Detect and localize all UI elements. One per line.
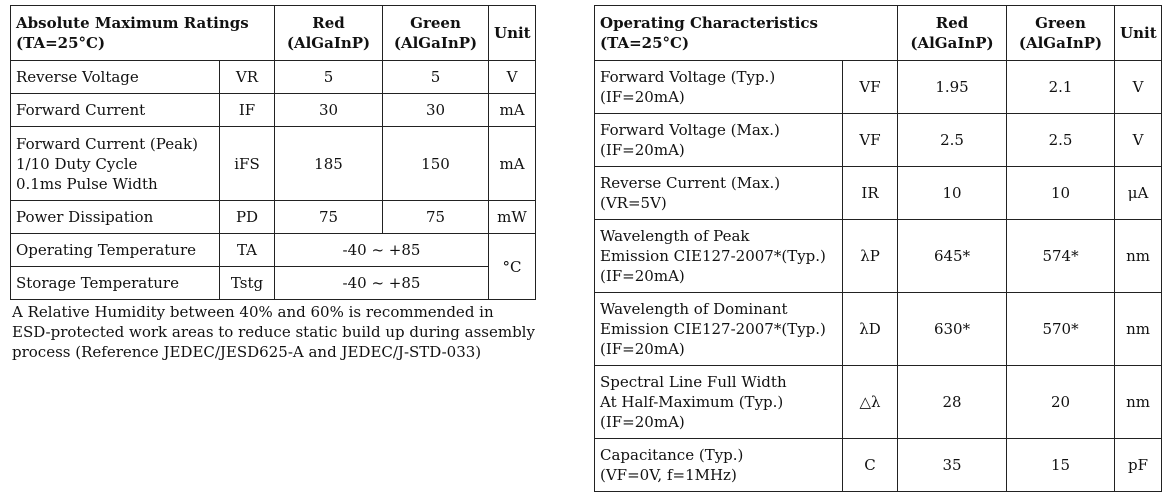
param-cell: Power Dissipation xyxy=(11,201,220,234)
green-value: 30 xyxy=(383,94,489,127)
green-value: 75 xyxy=(383,201,489,234)
param-line: 0.1ms Pulse Width xyxy=(16,174,158,193)
note-line: A Relative Humidity between 40% and 60% is recommended in xyxy=(12,303,494,321)
param-line: (IF=20mA) xyxy=(600,88,685,106)
unit-column-header: Unit xyxy=(489,6,536,61)
green-material: (AlGaInP) xyxy=(393,34,478,52)
unit-cell: mA xyxy=(489,127,536,201)
abs-title: Absolute Maximum Ratings xyxy=(16,14,249,32)
param-cell xyxy=(595,167,843,220)
param-cell xyxy=(595,114,843,167)
green-value: 570* xyxy=(1007,293,1115,366)
table-row xyxy=(11,267,536,300)
abs-title-cell xyxy=(11,6,275,61)
unit-cell: V xyxy=(1115,61,1162,114)
table-row xyxy=(11,61,536,94)
symbol-cell: λD xyxy=(843,293,898,366)
table-row xyxy=(595,167,1162,220)
red-value: 185 xyxy=(275,127,383,201)
table-row xyxy=(11,201,536,234)
red-material: (AlGaInP) xyxy=(910,34,994,52)
symbol-cell: VF xyxy=(843,61,898,114)
param-line: Reverse Current (Max.) xyxy=(600,174,781,192)
param-line: (IF=20mA) xyxy=(600,267,685,285)
green-column-header xyxy=(1007,6,1115,61)
unit-column-header: Unit xyxy=(1115,6,1162,61)
red-value: 30 xyxy=(275,94,383,127)
op-condition: (TA=25°C) xyxy=(600,34,690,52)
symbol-cell: Tstg xyxy=(220,267,275,300)
param-line: Forward Current (Peak) xyxy=(16,134,198,153)
red-column-header xyxy=(275,6,383,61)
table-row xyxy=(595,220,1162,293)
red-label: Red xyxy=(935,14,969,32)
symbol-cell: △λ xyxy=(843,366,898,439)
param-line: Emission CIE127-2007*(Typ.) xyxy=(600,247,826,265)
green-value: 574* xyxy=(1007,220,1115,293)
table-header-row xyxy=(595,6,1162,61)
unit-cell: nm xyxy=(1115,293,1162,366)
absolute-maximum-ratings-table xyxy=(10,5,536,300)
unit-cell: nm xyxy=(1115,220,1162,293)
abs-condition: (TA=25°C) xyxy=(16,34,106,52)
param-line: At Half-Maximum (Typ.) xyxy=(600,393,784,411)
red-value: 35 xyxy=(898,439,1007,492)
param-line: Spectral Line Full Width xyxy=(600,373,787,391)
param-line: Wavelength of Dominant xyxy=(600,300,788,318)
symbol-cell: iFS xyxy=(220,127,275,201)
table-header-row xyxy=(11,6,536,61)
red-material: (AlGaInP) xyxy=(286,34,371,52)
note-line: ESD-protected work areas to reduce static build up during assembly xyxy=(12,323,535,341)
red-value: 75 xyxy=(275,201,383,234)
unit-cell: μA xyxy=(1115,167,1162,220)
param-line: Capacitance (Typ.) xyxy=(600,446,744,464)
param-cell: Storage Temperature xyxy=(11,267,220,300)
param-cell: Operating Temperature xyxy=(11,234,220,267)
symbol-cell: C xyxy=(843,439,898,492)
param-cell xyxy=(595,220,843,293)
table-row xyxy=(595,61,1162,114)
operating-characteristics-table xyxy=(594,5,1162,492)
symbol-cell: VR xyxy=(220,61,275,94)
param-line: (VR=5V) xyxy=(600,194,667,212)
green-value: 15 xyxy=(1007,439,1115,492)
unit-cell: pF xyxy=(1115,439,1162,492)
unit-cell: V xyxy=(1115,114,1162,167)
table-row xyxy=(11,94,536,127)
param-line: Wavelength of Peak xyxy=(600,227,750,245)
param-cell xyxy=(595,61,843,114)
red-value: 2.5 xyxy=(898,114,1007,167)
range-value: -40 ~ +85 xyxy=(275,234,489,267)
red-value: 5 xyxy=(275,61,383,94)
red-value: 1.95 xyxy=(898,61,1007,114)
param-cell xyxy=(11,127,220,201)
red-value: 630* xyxy=(898,293,1007,366)
red-value: 10 xyxy=(898,167,1007,220)
op-title: Operating Characteristics xyxy=(600,14,819,32)
symbol-cell: PD xyxy=(220,201,275,234)
param-cell xyxy=(595,439,843,492)
green-value: 10 xyxy=(1007,167,1115,220)
param-cell xyxy=(595,366,843,439)
symbol-cell: TA xyxy=(220,234,275,267)
table-row xyxy=(595,366,1162,439)
param-cell: Forward Current xyxy=(11,94,220,127)
param-line: (IF=20mA) xyxy=(600,141,685,159)
green-material: (AlGaInP) xyxy=(1018,34,1103,52)
unit-cell: °C xyxy=(489,234,536,300)
unit-cell: mW xyxy=(489,201,536,234)
table-row xyxy=(11,127,536,201)
red-value: 28 xyxy=(898,366,1007,439)
range-value: -40 ~ +85 xyxy=(275,267,489,300)
green-label: Green xyxy=(410,14,461,32)
param-line: 1/10 Duty Cycle xyxy=(16,154,138,173)
green-value: 20 xyxy=(1007,366,1115,439)
param-cell: Reverse Voltage xyxy=(11,61,220,94)
param-line: (IF=20mA) xyxy=(600,340,685,358)
param-cell xyxy=(595,293,843,366)
green-value: 2.1 xyxy=(1007,61,1115,114)
humidity-note xyxy=(12,302,552,362)
unit-cell: mA xyxy=(489,94,536,127)
symbol-cell: IR xyxy=(843,167,898,220)
note-line: process (Reference JEDEC/JESD625-A and JEDEC/J-STD-033) xyxy=(12,343,482,361)
unit-cell: nm xyxy=(1115,366,1162,439)
red-value: 645* xyxy=(898,220,1007,293)
green-column-header xyxy=(383,6,489,61)
green-label: Green xyxy=(1035,14,1086,32)
table-row xyxy=(595,293,1162,366)
op-title-cell xyxy=(595,6,898,61)
param-line: Emission CIE127-2007*(Typ.) xyxy=(600,320,826,338)
symbol-cell: VF xyxy=(843,114,898,167)
green-value: 5 xyxy=(383,61,489,94)
param-line: Forward Voltage (Typ.) xyxy=(600,68,776,86)
green-value: 2.5 xyxy=(1007,114,1115,167)
red-column-header xyxy=(898,6,1007,61)
param-line: (IF=20mA) xyxy=(600,413,685,431)
symbol-cell: IF xyxy=(220,94,275,127)
table-row xyxy=(595,439,1162,492)
red-label: Red xyxy=(312,14,345,32)
unit-cell: V xyxy=(489,61,536,94)
table-row xyxy=(11,234,536,267)
table-row xyxy=(595,114,1162,167)
symbol-cell: λP xyxy=(843,220,898,293)
param-line: (VF=0V, f=1MHz) xyxy=(600,466,737,484)
green-value: 150 xyxy=(383,127,489,201)
param-line: Forward Voltage (Max.) xyxy=(600,121,780,139)
